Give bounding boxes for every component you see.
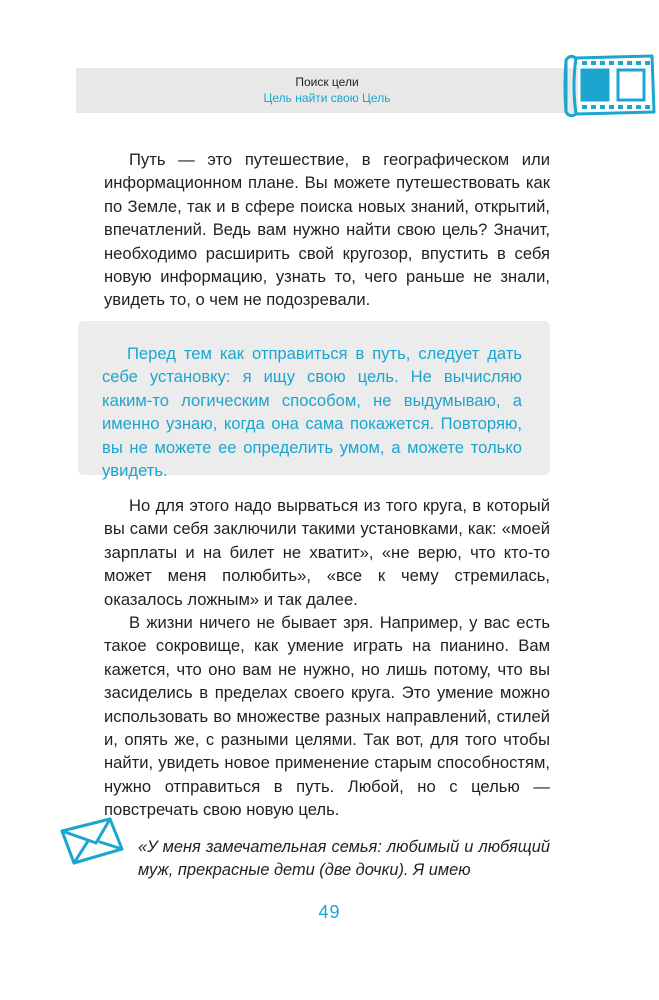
running-header-title: Поиск цели	[295, 75, 359, 89]
film-strip-icon	[562, 48, 659, 124]
paragraph-3: В жизни ничего не бывает зря. Например, у вас есть такое сокровище, как умение играть на пианино. Вам кажется, что оно вам не нужно, но лишь потому, что вы засиделись в пределах своего круга. Это умение можно использовать во множестве разных направлений, стилей и, опять же, с разными целями. Так вот, для того чтобы найти, увидеть новое применение старым способностям, нужно отправиться в путь. Любой, но с целью — повстречать свою новую цель.	[104, 613, 550, 820]
body-section	[104, 494, 550, 822]
callout-text: Перед тем как отправиться в путь, следует дать себе установку: я ищу свою цель. Не вычисляю каким-то логическим способом, не выдумываю, а именно узнаю, когда она сама покажется. Повторяю, вы не можете ее определить умом, а можете только увидеть.	[102, 344, 522, 481]
page-number: 49	[318, 902, 341, 922]
envelope-icon	[58, 815, 126, 867]
paragraph-2: Но для этого надо вырваться из того круга, в который вы сами себя заключили такими установками, как: «моей зарплаты и на билет не хватит», «не верю, что кто-то может меня полюбить», «все к чему стремилась, оказалось ложным» и так далее.	[104, 496, 550, 609]
running-header-subtitle: Цель найти свою Цель	[263, 91, 391, 105]
paragraph-1: Путь — это путешествие, в географическом или информационном плане. Вы можете путешествовать как по Земле, так и в сфере поиска новых знаний, открытий, впечатлений. Ведь вам нужно найти свою цель? Значит, необходимо расширить свой кругозор, впустить в себя новую информацию, узнать то, чего раньше не знали, увидеть то, о чем не подозревали.	[104, 150, 550, 310]
reader-quote: «У меня замечательная семья: любимый и любящий муж, прекрасные дети (две дочки). Я имею	[138, 838, 550, 880]
